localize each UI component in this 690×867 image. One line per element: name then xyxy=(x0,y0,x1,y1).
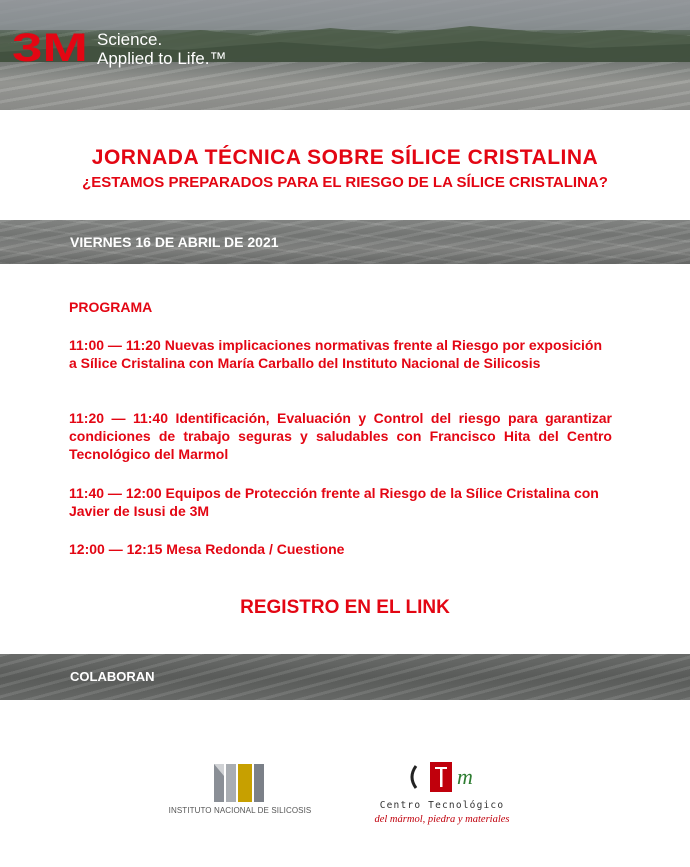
ctm-logo-line1: Centro Tecnológico xyxy=(379,800,505,811)
ctm-logo-line2: del mármol, piedra y materiales xyxy=(374,814,510,825)
program-item-3: 11:40 — 12:00 Equipos de Protección frente al Riesgo de la Sílice Cristalina con Javier de Isusi de 3M xyxy=(69,485,599,519)
tagline-line2: Applied to Life.™ xyxy=(97,49,227,68)
ctm-logo xyxy=(408,760,498,794)
date-banner xyxy=(0,220,690,264)
svg-text:m: m xyxy=(457,764,473,789)
tagline-line1: Science. xyxy=(97,30,163,49)
header-banner xyxy=(0,0,690,110)
3m-logo xyxy=(12,28,90,64)
ins-logo-text: INSTITUTO NACIONAL DE SILICOSIS xyxy=(168,806,312,815)
3m-tagline xyxy=(97,30,226,68)
register-link[interactable]: REGISTRO EN EL LINK xyxy=(240,597,450,618)
program-item-4: 12:00 — 12:15 Mesa Redonda / Cuestione xyxy=(69,541,345,557)
event-date: VIERNES 16 DE ABRIL DE 2021 xyxy=(70,234,279,250)
svg-text:3M: 3M xyxy=(12,28,88,64)
program-heading: PROGRAMA xyxy=(69,299,153,315)
program-item-2: 11:20 — 11:40 Identificación, Evaluación y Control del riesgo para garantizar condiciones de trabajo seguras y saludables con Francisco Hita del Centro Tecnológico del Marmol xyxy=(69,410,612,462)
collaborators-heading: COLABORAN xyxy=(70,669,155,684)
collaborators-banner xyxy=(0,654,690,700)
program-item-1: 11:00 — 11:20 Nuevas implicaciones normativas frente al Riesgo por exposición a Sílice Cristalina con María Carballo del Instituto Nacional de Silicosis xyxy=(69,337,602,371)
event-title: JORNADA TÉCNICA SOBRE SÍLICE CRISTALINA xyxy=(91,146,599,169)
event-subtitle: ¿ESTAMOS PREPARADOS PARA EL RIESGO DE LA SÍLICE CRISTALINA? xyxy=(82,174,608,191)
